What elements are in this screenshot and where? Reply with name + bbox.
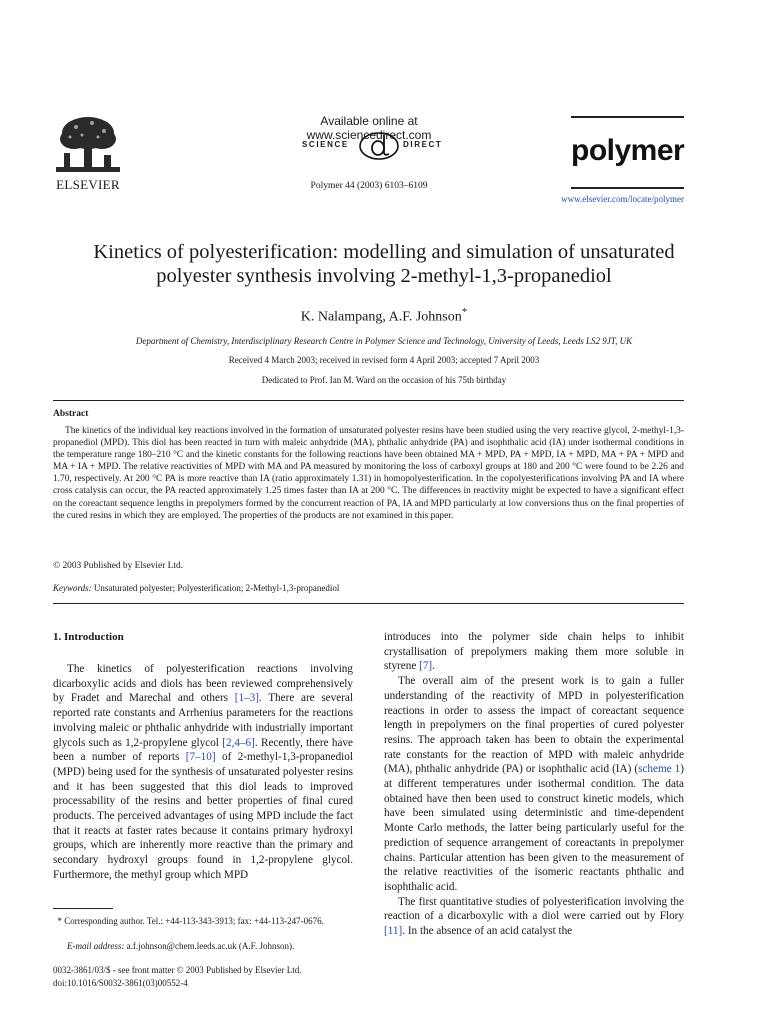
sciencedirect-logo xyxy=(300,131,470,161)
journal-brand-top-rule xyxy=(571,116,684,118)
abstract-copyright: © 2003 Published by Elsevier Ltd. xyxy=(53,561,184,571)
paragraph-text: . In the absence of an acid catalyst the xyxy=(402,925,573,938)
reference-link[interactable]: [1–3] xyxy=(234,692,259,705)
received-dates: Received 4 March 2003; received in revised form 4 April 2003; accepted 7 April 2003 xyxy=(228,355,540,365)
title-line-2: polyester synthesis involving 2-methyl-1,3-propanediol xyxy=(156,265,612,287)
journal-url-link[interactable]: www.elsevier.com/locate/polymer xyxy=(561,194,684,204)
footnote-text: Corresponding author. Tel.: +44-113-343-3913; fax: +44-113-247-0676. xyxy=(64,916,324,926)
dedication: Dedicated to Prof. Ian M. Ward on the occasion of his 75th birthday xyxy=(261,375,507,385)
footnote-rule xyxy=(53,908,113,909)
sd-left-text: SCIENCE xyxy=(302,140,349,149)
section-heading-introduction: 1. Introduction xyxy=(53,631,124,643)
paragraph-text: The kinetics of polyesterification reactions involving dicarboxylic acids and diols has been reviewed comprehensively by Fradet and Marechal and others xyxy=(53,663,353,705)
email-footnote xyxy=(67,941,357,951)
available-online-text: Available online at www.sciencedirect.com xyxy=(306,114,432,142)
keywords-list: Unsaturated polyester; Polyesterification; 2-Methyl-1,3-propanediol xyxy=(93,583,340,593)
paragraph-text: introduces into the polymer side chain helps to inhibit crystallisation of prepolymers making them more soluble in styrene xyxy=(384,631,684,673)
reference-link[interactable]: [2,4–6] xyxy=(222,736,255,749)
reference-link[interactable]: [11] xyxy=(384,925,403,938)
sd-right-text: DIRECT xyxy=(403,140,443,149)
intro-paragraph-2 xyxy=(384,674,684,895)
article-authors xyxy=(40,306,728,326)
paragraph-text: . xyxy=(432,660,435,673)
intro-paragraph-1 xyxy=(53,662,353,883)
author-affiliation: Department of Chemistry, Interdisciplinary Research Centre in Polymer Science and Technology, University of Leeds, Leeds LS2 9JT, UK xyxy=(135,336,633,346)
keywords-label: Keywords: xyxy=(53,583,92,593)
journal-brand: polymer xyxy=(571,134,685,167)
paragraph-text: . There are several reported rate constants and Arrhenius parameters for the reactions involving maleic or phthalic anhydride with industrially important glycols such as 1,2-propylene glycol xyxy=(53,692,353,749)
front-matter-line: 0032-3861/03/$ - see front matter © 2003 Published by Elsevier Ltd. xyxy=(53,965,302,975)
scheme-link[interactable]: scheme 1 xyxy=(638,763,681,776)
abstract-text: The kinetics of the individual key reactions involved in the formation of unsaturated polyester resins have been studied using the very reactive glycol, 2-methyl-1,3-propanediol (MPD). This diol has been reacted in turn with maleic anhydride (MA), phthalic anhydride (PA) and isophthalic acid (IA) under isothermal conditions in the temperature range 180–210 °C and the kinetic constants for the following reactions have been obtained MA + MPD, PA + MPD, IA + MPD, MA + PA + MPD and MA + IA + MPD. The relative reactivities of MPD with MA and PA measured by monitoring the loss of carboxyl groups at 180 and 200 °C were found to be 2.26 and 1.70, respectively. At 200 °C PA is more reactive than IA (ratio approximately 1.31) in homopolyesterification. In the copolyesterifications involving PA and IA where cross catalysis can occur, the PA reacted approximately 1.25 times faster than IA at 200 °C. The differences in reactivity might be expected to have a significant effect on the coreactant sequence lengths in prepolymers formed by the concurrent reaction of PA, IA and MPD particularly at low conversions thus on the final properties of the cured resins in which they are employed. The properties of the products are not examined in this paper. xyxy=(53,426,684,521)
journal-brand-bottom-rule xyxy=(571,187,684,189)
keywords-line xyxy=(53,583,339,593)
journal-citation: Polymer 44 (2003) 6103–6109 xyxy=(310,181,428,191)
author-names: K. Nalampang, A.F. Johnson xyxy=(300,309,462,325)
corresponding-author-footnote xyxy=(53,915,353,927)
left-column xyxy=(53,662,353,883)
doi-line: doi:10.1016/S0032-3861(03)00552-4 xyxy=(53,978,188,988)
article-title xyxy=(40,240,728,288)
email-label: E-mail address: xyxy=(67,941,125,951)
paragraph-text: The overall aim of the present work is to gain a fuller understanding of the reactivity of MPD in polyesterification reactions in order to assess the impact of coreactant sequence length in prepolymers on the final properties of cured polyester resins. The approach taken has been to obtain the experimental rate constants for the reaction of MPD with maleic anhydride (MA), phthalic anhydride (PA) or isophthalic acid (IA) ( xyxy=(384,675,684,776)
sciencedirect-at-icon xyxy=(358,131,400,161)
corresponding-author-mark[interactable]: * xyxy=(461,306,468,318)
paragraph-text: . Recently, there have been a number of reports xyxy=(53,736,353,764)
publisher-name: ELSEVIER xyxy=(56,177,120,192)
reference-link[interactable]: [7] xyxy=(419,660,433,673)
reference-link[interactable]: [7–10] xyxy=(185,751,216,764)
intro-paragraph-3 xyxy=(384,895,684,939)
right-column xyxy=(384,630,684,939)
elsevier-tree-logo xyxy=(52,113,124,177)
abstract-top-rule xyxy=(53,400,684,401)
title-line-1: Kinetics of polyesterification: modelling and simulation of unsaturated xyxy=(93,241,675,263)
footnote-mark: * xyxy=(53,916,65,926)
paragraph-text: The first quantitative studies of polyesterification involving the reaction of a dicarboxylic with a diol were carried out by Flory xyxy=(384,895,684,923)
abstract-heading: Abstract xyxy=(53,409,89,419)
email-address[interactable]: a.f.johnson@chem.leeds.ac.uk (A.F. Johnson). xyxy=(126,941,295,951)
paragraph-text: ) at different temperatures under isothermal condition. The data obtained have then been used to construct kinetic models, which have been simulated using deterministic and time-dependent Monte Carlo methods, the latter being particularly useful for the prediction of sequence arrangement of coreactants in prepolymer chains. Particular attention has been given to the measurement of the relative reactivities of the isomeric reactants phthalic and isophthalic acid. xyxy=(384,763,685,893)
abstract-bottom-rule xyxy=(53,603,684,604)
intro-paragraph-continued xyxy=(384,630,684,674)
paragraph-text: of 2-methyl-1,3-propanediol (MPD) being used for the synthesis of unsaturated polyester resins and it has been suggested that this diol leads to improved processability of the resins and better properties of final cured products. The perceived advantages of using MPD include the fact that it reacts at faster rates because it contains primary hydroxyl groups, which are inherently more reactive than the primary and secondary hydroxyl groups found in 1,2-propylene glycol. Furthermore, the methyl group which MPD xyxy=(53,751,353,881)
